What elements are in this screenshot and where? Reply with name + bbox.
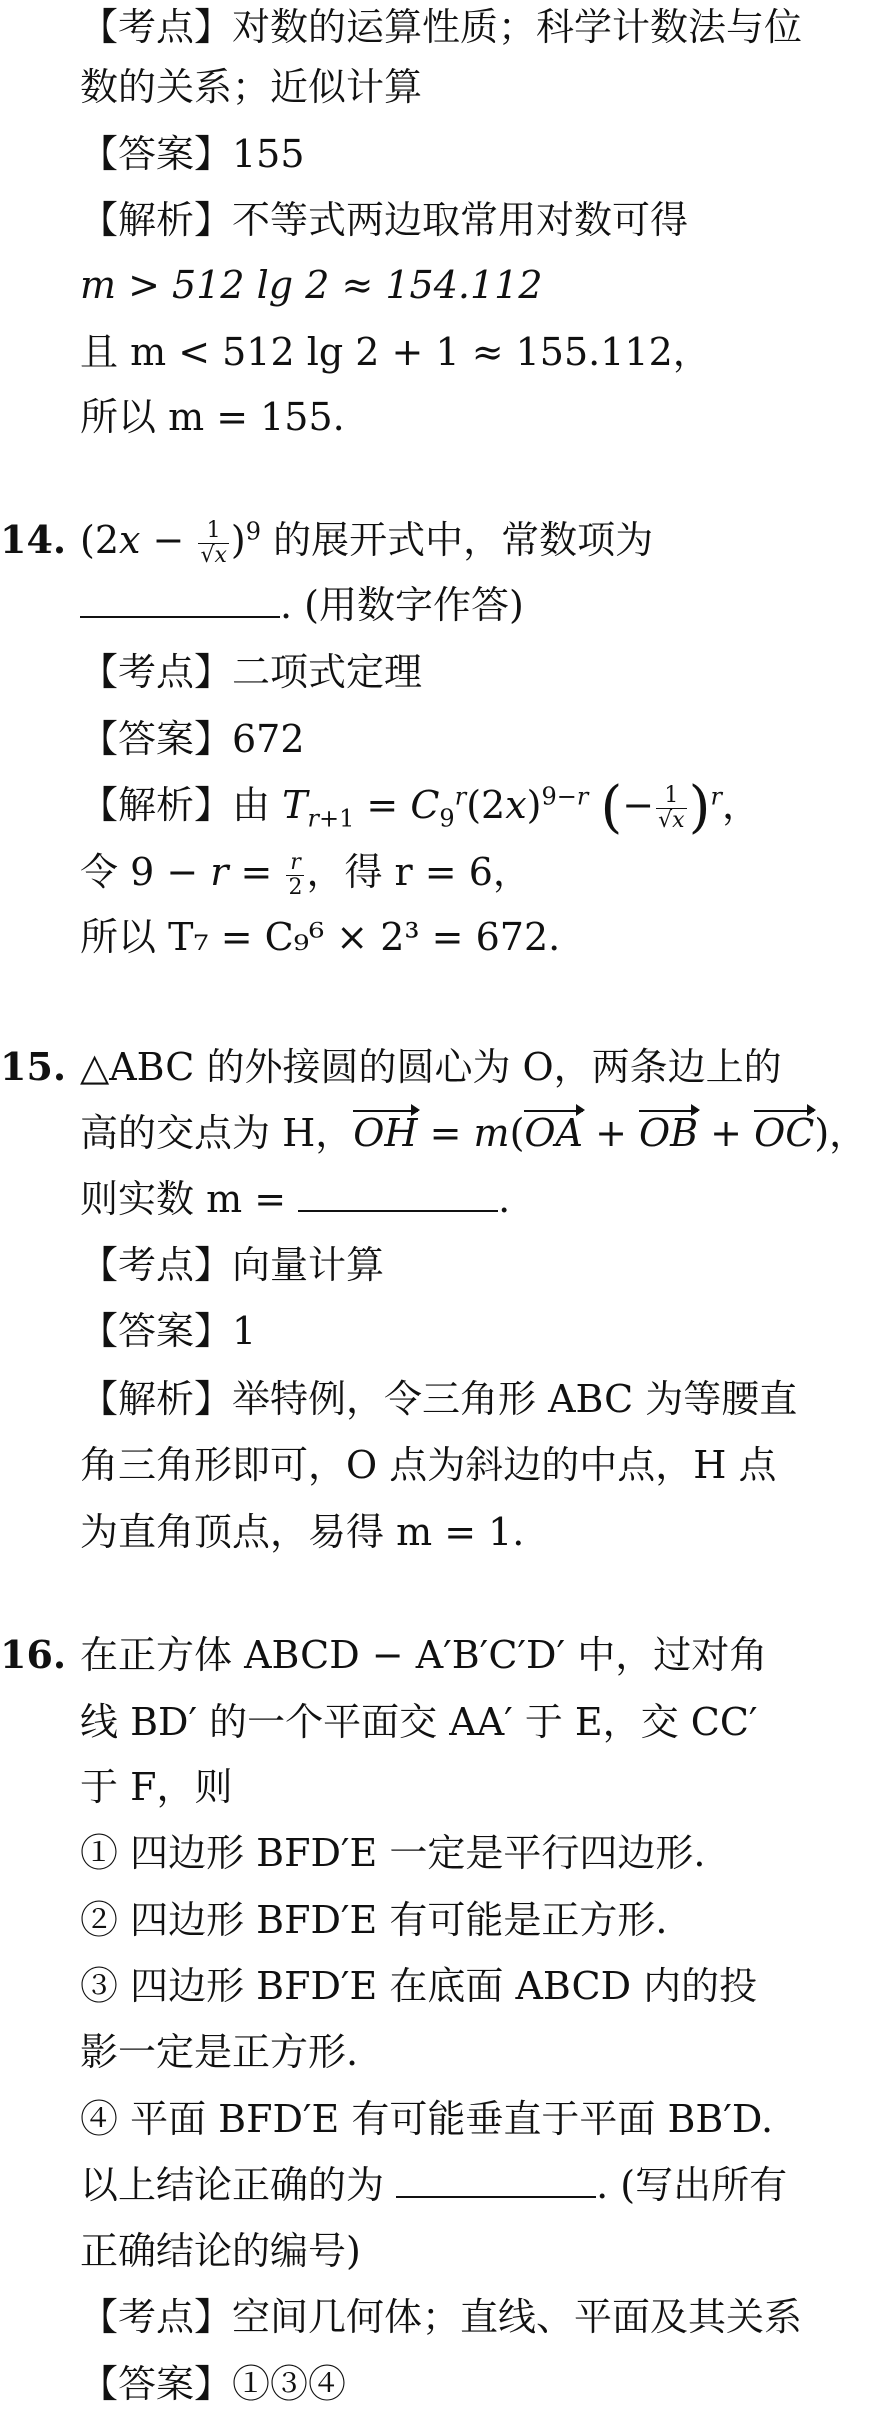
q15-jiexi-line3: 为直角顶点，易得 m = 1. — [80, 1510, 525, 1554]
q15-stem-line2: 高的交点为 H，OH = m(OA + OB + OC)， — [80, 1106, 867, 1160]
q14-fraction: $\frac{1}{√x}$ — [200, 518, 227, 568]
q14-stem-line1: (2x − $\frac{1}{√x}$ )$^9$ 的展开式中，常数项为 — [80, 517, 654, 568]
q14-jiexi-line3: 所以 T₇ = C₉⁶ × 2³ = 672. — [80, 915, 561, 959]
q14-stem-line2 — [80, 578, 524, 632]
q15-kaodian: 【考点】向量计算 — [80, 1243, 385, 1287]
q16-answer-blank — [396, 2162, 596, 2198]
q16-conclusion-line1 — [80, 2158, 787, 2212]
q14-jiexi-line2: 令 9 − r = $\frac{r}{2}$ ，得 r = 6， — [80, 850, 531, 900]
q14-stem-text: 的展开式中，常数项为 — [273, 518, 654, 562]
q14-jiexi-line1: 【解析】由 $T_{r+1} = C_9^r(2x)^{9-r}$ (− $\frac{1}{√x}$ )$^r$， — [80, 775, 760, 840]
q16-kaodian: 【考点】空间几何体；直线、平面及其关系 — [80, 2295, 803, 2339]
q14-kaodian: 【考点】二项式定理 — [80, 650, 423, 694]
top-jiexi: 【解析】不等式两边取常用对数可得 — [80, 198, 689, 242]
q15-stem3-prefix: 则实数 m = — [80, 1177, 287, 1221]
q16-answer: 【答案】①③④ — [80, 2362, 347, 2406]
q16-number: 16. — [0, 1632, 67, 1677]
top-kaodian-line2: 数的关系；近似计算 — [80, 65, 423, 109]
q14-l2-suffix: ，得 r = 6， — [306, 850, 531, 894]
q15-number: 15. — [0, 1044, 67, 1089]
q15-stem2-prefix: 高的交点为 H， — [80, 1111, 354, 1155]
q16-conc-suffix: . (写出所有 — [596, 2163, 788, 2207]
top-ineq-1: m > 512 lg 2 ≈ 154.112 — [80, 263, 543, 307]
top-ineq-2: 且 m < 512 lg 2 + 1 ≈ 155.112， — [80, 330, 711, 374]
q16-option-2: ② 四边形 BFD′E 有可能是正方形. — [80, 1898, 668, 1942]
q16-option-3a: ③ 四边形 BFD′E 在底面 ABCD 内的投 — [80, 1964, 758, 2008]
q14-answer: 【答案】672 — [80, 717, 305, 761]
q15-jiexi-line1: 【解析】举特例，令三角形 ABC 为等腰直 — [80, 1377, 798, 1421]
q15-stem-line1: △ABC 的外接圆的圆心为 O，两条边上的 — [80, 1045, 782, 1089]
q15-stem-line3: 则实数 m = . — [80, 1177, 511, 1221]
q16-conc-prefix: 以上结论正确的为 — [80, 2163, 385, 2207]
q15-jiexi-line2: 角三角形即可，O 点为斜边的中点，H 点 — [80, 1443, 777, 1487]
q16-conclusion-line2: 正确结论的编号) — [80, 2229, 361, 2273]
q15-answer: 【答案】1 — [80, 1309, 257, 1353]
q14-stem-note: . (用数字作答) — [280, 583, 524, 627]
top-kaodian-line1: 【考点】对数的运算性质；科学计数法与位 — [80, 5, 803, 49]
q16-option-1: ① 四边形 BFD′E 一定是平行四边形. — [80, 1831, 706, 1875]
q14-l2-prefix: 令 — [80, 850, 119, 894]
q16-stem-line2: 线 BD′ 的一个平面交 AA′ 于 E，交 CC′ — [80, 1700, 758, 1744]
top-answer: 【答案】155 — [80, 132, 305, 176]
q16-option-4: ④ 平面 BFD′E 有可能垂直于平面 BB′D. — [80, 2097, 774, 2141]
q16-option-3b: 影一定是正方形. — [80, 2030, 359, 2074]
q16-stem-line3: 于 F，则 — [80, 1765, 233, 1809]
q15-answer-blank — [298, 1176, 498, 1212]
q14-answer-blank — [80, 582, 280, 618]
q14-jiexi-prefix: 【解析】由 — [80, 783, 271, 827]
top-conclusion: 所以 m = 155. — [80, 395, 345, 439]
q16-stem-line1: 在正方体 ABCD − A′B′C′D′ 中，过对角 — [80, 1633, 768, 1677]
q14-number: 14. — [0, 517, 67, 562]
